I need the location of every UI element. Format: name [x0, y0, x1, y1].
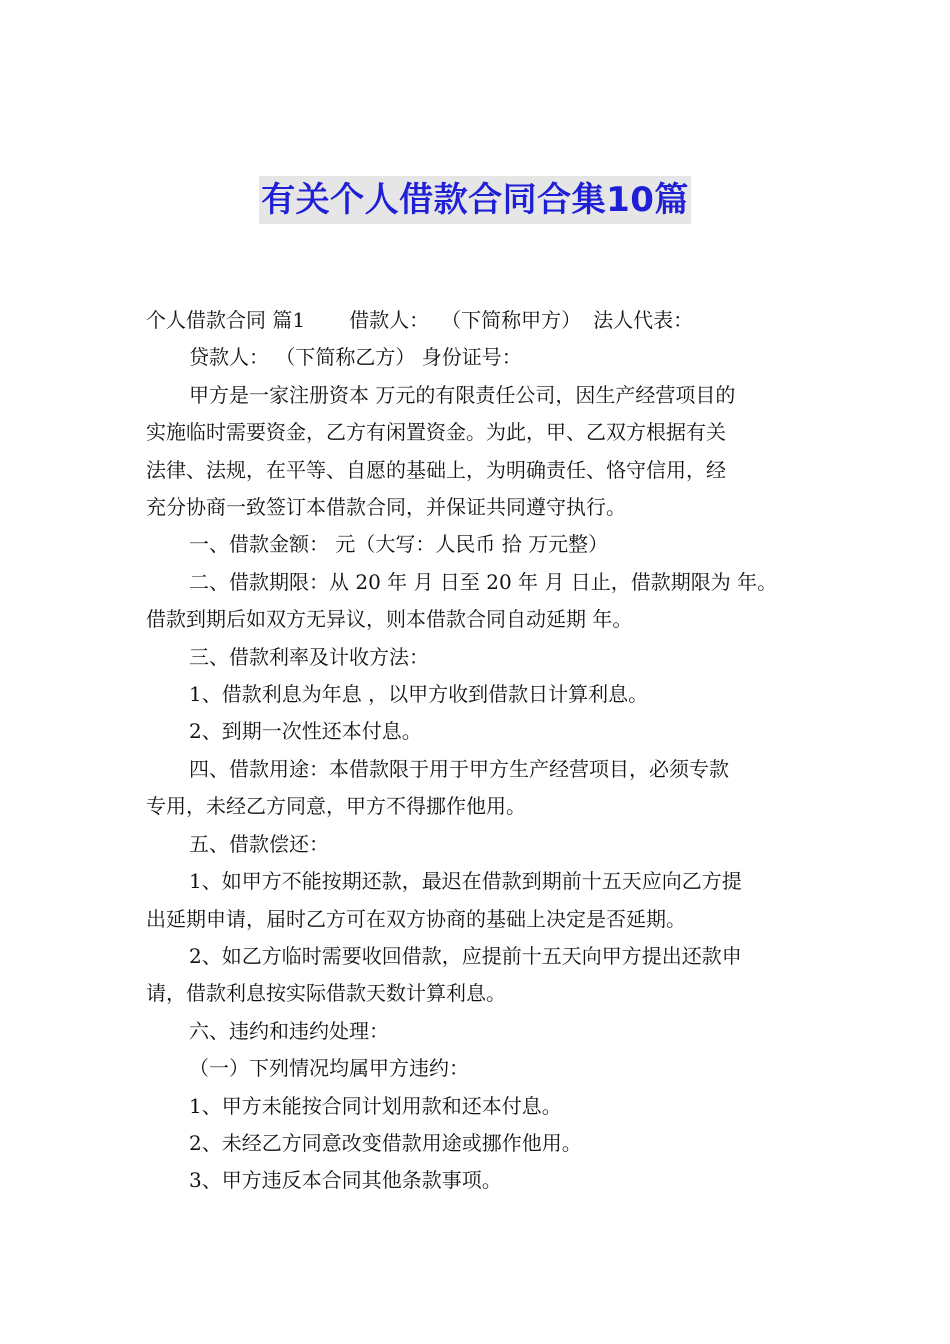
clause-repayment: 五、借款偿还： [189, 831, 329, 856]
contract-header-line [146, 302, 826, 339]
list-item: 2、如乙方临时需要收回借款，应提前十五天向甲方提出还款申 [189, 943, 742, 968]
list-item: 2、到期一次性还本付息。 [189, 719, 422, 744]
list-item: 3、甲方违反本合同其他条款事项。 [189, 1168, 502, 1193]
paragraph-line: 法律、法规，在平等、自愿的基础上，为明确责任、恪守信用，经 [146, 457, 726, 482]
sub-clause-heading: （一）下列情况均属甲方违约： [189, 1056, 469, 1081]
legal-rep-label: 法人代表： [593, 308, 694, 332]
document-body [146, 302, 826, 1200]
lender-line: 贷款人： （下简称乙方） 身份证号： [189, 345, 522, 370]
list-item: 1、如甲方不能按期还款，最迟在借款到期前十五天应向乙方提 [189, 869, 742, 894]
clause-amount: 一、借款金额： 元（大写：人民币 拾 万元整） [189, 532, 609, 557]
title-container [0, 176, 950, 224]
clause-interest: 三、借款利率及计收方法： [189, 644, 429, 669]
paragraph-line: 出延期申请，届时乙方可在双方协商的基础上决定是否延期。 [146, 906, 686, 931]
party-a-note: （下简称甲方） [441, 308, 582, 332]
paragraph-line: 甲方是一家注册资本 万元的有限责任公司，因生产经营项目的 [189, 382, 736, 407]
paragraph-line: 借款到期后如双方无异议，则本借款合同自动延期 年。 [146, 607, 633, 632]
contract-heading: 个人借款合同 篇1 [146, 308, 306, 332]
clause-purpose: 四、借款用途：本借款限于用于甲方生产经营项目，必须专款 [189, 756, 729, 781]
list-item: 2、未经乙方同意改变借款用途或挪作他用。 [189, 1130, 582, 1155]
document-title: 有关个人借款合同合集10篇 [259, 176, 691, 224]
paragraph-line: 专用，未经乙方同意，甲方不得挪作他用。 [146, 794, 526, 819]
borrower-label: 借款人： [349, 308, 430, 332]
list-item: 1、借款利息为年息 ，以甲方收到借款日计算利息。 [189, 682, 649, 707]
paragraph-line: 请，借款利息按实际借款天数计算利息。 [146, 981, 506, 1006]
clause-breach: 六、违约和违约处理： [189, 1018, 389, 1043]
paragraph-line: 充分协商一致签订本借款合同，并保证共同遵守执行。 [146, 495, 626, 520]
list-item: 1、甲方未能按合同计划用款和还本付息。 [189, 1093, 562, 1118]
paragraph-line: 实施临时需要资金，乙方有闲置资金。为此，甲、乙双方根据有关 [146, 420, 726, 445]
clause-term: 二、借款期限：从 20 年 月 日至 20 年 月 日止，借款期限为 年。 [189, 569, 778, 594]
